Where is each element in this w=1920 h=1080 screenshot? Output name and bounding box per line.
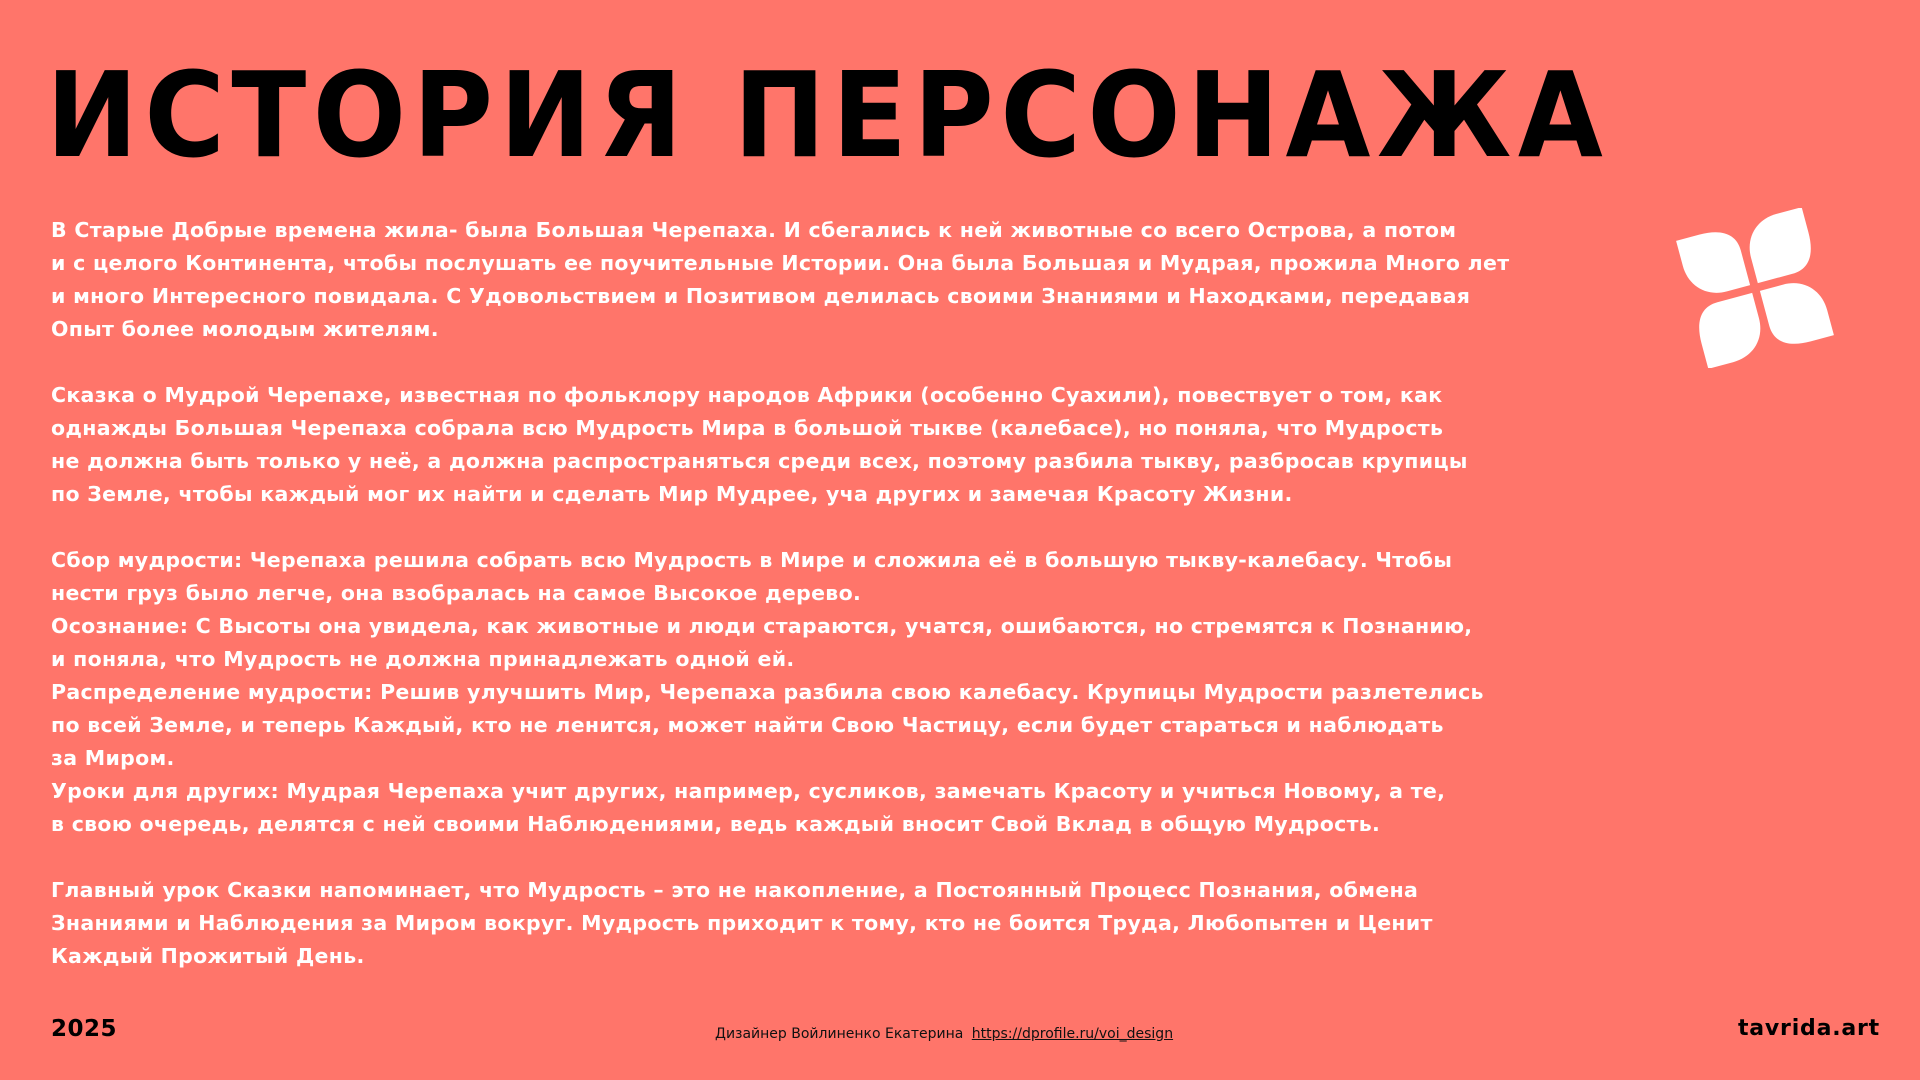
text-line: Опыт более молодым жителям. <box>51 317 439 341</box>
text-line: Сбор мудрости: Черепаха решила собрать всю Мудрость в Мире и сложила её в большую тыкву-калебасу. Чтобы <box>51 548 1453 572</box>
text-line: Главный урок Сказки напоминает, что Мудрость – это не накопление, а Постоянный Процесс Познания, обмена <box>51 878 1419 902</box>
text-line: и поняла, что Мудрость не должна принадлежать одной ей. <box>51 647 795 671</box>
text-line: по всей Земле, и теперь Каждый, кто не ленится, может найти Свою Частицу, если будет стараться и наблюдать <box>51 713 1444 737</box>
text-line: Сказка о Мудрой Черепахе, известная по фольклору народов Африки (особенно Суахили), повествует о том, как <box>51 383 1443 407</box>
text-line: по Земле, чтобы каждый мог их найти и сделать Мир Мудрее, уча других и замечая Красоту Жизни. <box>51 482 1293 506</box>
paragraph-stages <box>51 544 1611 841</box>
text-line: за Миром. <box>51 746 175 770</box>
text-line: нести груз было легче, она взобралась на самое Высокое дерево. <box>51 581 862 605</box>
designer-name: Дизайнер Войлиненко Екатерина <box>715 1026 964 1042</box>
text-line: не должна быть только у неё, а должна распространяться среди всех, поэтому разбила тыкву, разбросав крупицы <box>51 449 1468 473</box>
text-line: однажды Большая Черепаха собрала всю Мудрость Мира в большой тыкве (калебасе), но поняла, что Мудрость <box>51 416 1444 440</box>
footer-credit <box>715 1026 1173 1042</box>
paragraph-intro <box>51 214 1611 346</box>
text-line: и много Интересного повидала. С Удовольствием и Позитивом делилась своими Знаниями и Находками, передавая <box>51 284 1471 308</box>
footer-year: 2025 <box>51 1016 118 1042</box>
paragraph-tale <box>51 379 1611 511</box>
paragraph-lesson <box>51 874 1611 973</box>
text-line: и с целого Континента, чтобы послушать ее поучительные Истории. Она была Большая и Мудрая, прожила Много лет <box>51 251 1510 275</box>
text-line: Уроки для других: Мудрая Черепаха учит других, например, сусликов, замечать Красоту и учиться Новому, а те, <box>51 779 1446 803</box>
story-text <box>51 214 1611 973</box>
four-petal-flower-icon <box>1665 208 1845 368</box>
text-line: В Старые Добрые времена жила- была Большая Черепаха. И сбегались к ней животные со всего Острова, а потом <box>51 218 1457 242</box>
site-name: tavrida.art <box>1737 1016 1880 1041</box>
text-line: Распределение мудрости: Решив улучшить Мир, Черепаха разбила свою калебасу. Крупицы Мудрости разлетелись <box>51 680 1484 704</box>
text-line: Знаниями и Наблюдения за Миром вокруг. Мудрость приходит к тому, кто не боится Труда, Любопытен и Ценит <box>51 911 1433 935</box>
text-line: Осознание: С Высоты она увидела, как животные и люди стараются, учатся, ошибаются, но стремятся к Познанию, <box>51 614 1473 638</box>
portfolio-link[interactable]: https://dprofile.ru/voi_design <box>971 1026 1174 1042</box>
page-title: ИСТОРИЯ ПЕРСОНАЖА <box>46 46 1610 184</box>
text-line: Каждый Прожитый День. <box>51 944 365 968</box>
text-line: в свою очередь, делятся с ней своими Наблюдениями, ведь каждый вносит Свой Вклад в общую Мудрость. <box>51 812 1381 836</box>
